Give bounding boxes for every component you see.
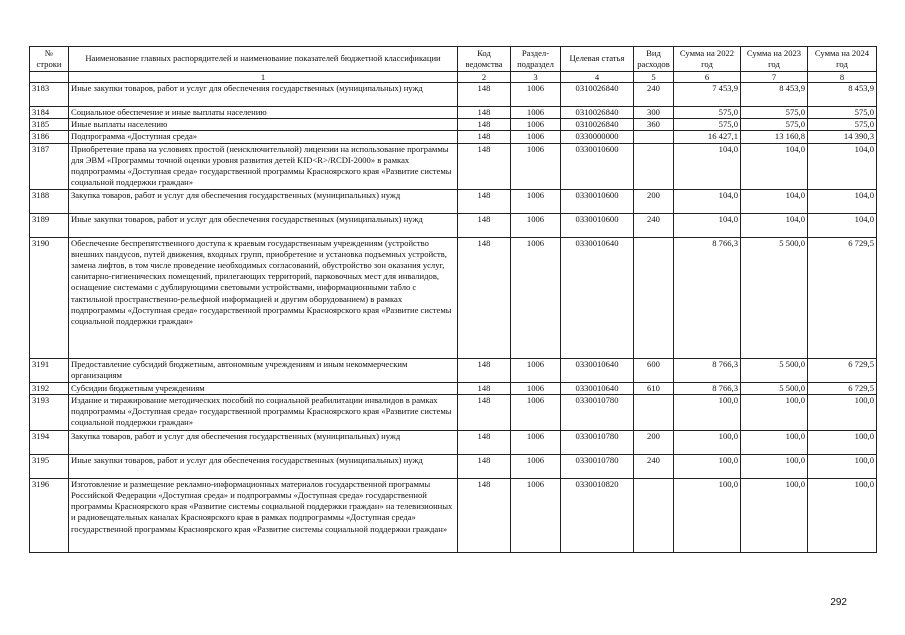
- row-name: Обеспечение беспрепятственного доступа к краевым государственным учреждениям (устройство внешних пандусов, путей движения, входных групп, приобретение и установка подъемных устройств, замена лифтов, в том числе проведение необходимых согласований, обустройство зон оказания услуг, санитарно-гигиенических помещений, прилегающих территорий, парковочных мест для инвалидов, оснащение системами с дублирующими световыми устройствами, информационными табло с тактильной пространственно-рельефной информацией и другим оборудованием) в рамках подпрограммы «Доступная среда» государственной программы Красноярского края «Развитие системы социальной поддержки граждан»: [69, 237, 458, 358]
- row-csr: 0310026840: [561, 119, 634, 131]
- row-sum-2022: 575,0: [674, 107, 741, 119]
- col-number: 1: [69, 72, 458, 83]
- row-sum-2024: 100,0: [808, 430, 877, 454]
- row-vid: [634, 143, 674, 189]
- row-sum-2023: 5 500,0: [741, 237, 808, 358]
- row-sum-2022: 100,0: [674, 394, 741, 430]
- row-sum-2022: 100,0: [674, 478, 741, 552]
- row-sum-2024: 100,0: [808, 394, 877, 430]
- col-number: 3: [511, 72, 561, 83]
- row-name: Субсидии бюджетным учреждениям: [69, 382, 458, 394]
- row-sum-2024: 6 729,5: [808, 382, 877, 394]
- row-ved: 148: [458, 237, 511, 358]
- row-sum-2023: 5 500,0: [741, 382, 808, 394]
- table-row: [30, 143, 877, 189]
- row-vid: [634, 478, 674, 552]
- col-header-2022: Сумма на 2022 год: [674, 47, 741, 72]
- row-csr: 0330010640: [561, 237, 634, 358]
- row-number: 3190: [30, 237, 69, 358]
- row-sum-2022: 16 427,1: [674, 131, 741, 143]
- row-sum-2022: 8 766,3: [674, 358, 741, 382]
- row-name: Иные закупки товаров, работ и услуг для обеспечения государственных (муниципальных) нужд: [69, 454, 458, 478]
- row-ved: 148: [458, 454, 511, 478]
- col-header-ved: Код ведомства: [458, 47, 511, 72]
- row-sum-2024: 6 729,5: [808, 237, 877, 358]
- row-csr: 0330010780: [561, 454, 634, 478]
- row-name: Издание и тиражирование методических пособий по социальной реабилитации инвалидов в рамках подпрограммы «Доступная среда» государственной программы Красноярского края «Развитие системы социальной поддержки граждан»: [69, 394, 458, 430]
- row-csr: 0330010600: [561, 143, 634, 189]
- row-razdel: 1006: [511, 107, 561, 119]
- page-number: 292: [830, 597, 847, 608]
- col-number: 7: [741, 72, 808, 83]
- table-row: [30, 394, 877, 430]
- row-ved: 148: [458, 382, 511, 394]
- row-name: Иные выплаты населению: [69, 119, 458, 131]
- row-sum-2022: 7 453,9: [674, 83, 741, 107]
- row-sum-2022: 100,0: [674, 430, 741, 454]
- row-number: 3188: [30, 189, 69, 213]
- table-row: [30, 107, 877, 119]
- col-number: 8: [808, 72, 877, 83]
- row-name: Закупка товаров, работ и услуг для обеспечения государственных (муниципальных) нужд: [69, 189, 458, 213]
- row-ved: 148: [458, 143, 511, 189]
- row-sum-2022: 8 766,3: [674, 237, 741, 358]
- table-row: [30, 119, 877, 131]
- row-number: 3194: [30, 430, 69, 454]
- row-number: 3185: [30, 119, 69, 131]
- row-sum-2022: 104,0: [674, 213, 741, 237]
- table-body: [30, 83, 877, 553]
- col-number: 6: [674, 72, 741, 83]
- row-sum-2023: 100,0: [741, 394, 808, 430]
- row-sum-2023: 100,0: [741, 430, 808, 454]
- row-sum-2024: 104,0: [808, 213, 877, 237]
- row-razdel: 1006: [511, 143, 561, 189]
- row-vid: 610: [634, 382, 674, 394]
- row-razdel: 1006: [511, 213, 561, 237]
- table-row: [30, 237, 877, 358]
- row-razdel: 1006: [511, 119, 561, 131]
- row-sum-2022: 104,0: [674, 143, 741, 189]
- table-row: [30, 454, 877, 478]
- row-razdel: 1006: [511, 83, 561, 107]
- row-razdel: 1006: [511, 237, 561, 358]
- table-row: [30, 131, 877, 143]
- row-number: 3183: [30, 83, 69, 107]
- col-header-vid: Вид расходов: [634, 47, 674, 72]
- row-number: 3184: [30, 107, 69, 119]
- row-sum-2024: 14 390,3: [808, 131, 877, 143]
- row-ved: 148: [458, 478, 511, 552]
- row-number: 3193: [30, 394, 69, 430]
- row-csr: 0330000000: [561, 131, 634, 143]
- row-sum-2023: 575,0: [741, 119, 808, 131]
- row-ved: 148: [458, 131, 511, 143]
- row-name: Предоставление субсидий бюджетным, автономным учреждениям и иным некоммерческим организациям: [69, 358, 458, 382]
- col-number: [30, 72, 69, 83]
- row-ved: 148: [458, 358, 511, 382]
- row-ved: 148: [458, 107, 511, 119]
- row-name: Приобретение права на условиях простой (неисключительной) лицензии на использование программы для ЭВМ «Программы точной оценки уровня развития детей KID<R>/RCDI-2000» в рамках подпрограммы «Доступная среда» государственной программы Красноярского края «Развитие системы социальной поддержки граждан»: [69, 143, 458, 189]
- table-row: [30, 213, 877, 237]
- col-header-csr: Целевая статья: [561, 47, 634, 72]
- row-vid: 300: [634, 107, 674, 119]
- row-sum-2023: 100,0: [741, 454, 808, 478]
- row-name: Социальное обеспечение и иные выплаты населению: [69, 107, 458, 119]
- row-number: 3195: [30, 454, 69, 478]
- row-sum-2023: 104,0: [741, 143, 808, 189]
- row-vid: [634, 237, 674, 358]
- row-vid: 360: [634, 119, 674, 131]
- row-name: Иные закупки товаров, работ и услуг для обеспечения государственных (муниципальных) нужд: [69, 213, 458, 237]
- budget-table: [29, 46, 877, 553]
- row-sum-2024: 575,0: [808, 107, 877, 119]
- row-sum-2022: 8 766,3: [674, 382, 741, 394]
- row-csr: 0330010600: [561, 213, 634, 237]
- table-row: [30, 478, 877, 552]
- row-sum-2024: 575,0: [808, 119, 877, 131]
- row-ved: 148: [458, 83, 511, 107]
- row-sum-2023: 100,0: [741, 478, 808, 552]
- row-sum-2023: 13 160,8: [741, 131, 808, 143]
- row-razdel: 1006: [511, 358, 561, 382]
- table-row: [30, 358, 877, 382]
- row-name: Иные закупки товаров, работ и услуг для обеспечения государственных (муниципальных) нужд: [69, 83, 458, 107]
- row-razdel: 1006: [511, 454, 561, 478]
- row-sum-2023: 104,0: [741, 213, 808, 237]
- row-sum-2024: 104,0: [808, 189, 877, 213]
- row-csr: 0330010640: [561, 382, 634, 394]
- row-csr: 0330010640: [561, 358, 634, 382]
- row-csr: 0310026840: [561, 107, 634, 119]
- row-sum-2024: 6 729,5: [808, 358, 877, 382]
- col-number: 2: [458, 72, 511, 83]
- row-razdel: 1006: [511, 131, 561, 143]
- row-vid: 200: [634, 189, 674, 213]
- col-header-2024: Сумма на 2024 год: [808, 47, 877, 72]
- row-number: 3189: [30, 213, 69, 237]
- row-razdel: 1006: [511, 394, 561, 430]
- row-csr: 0330010600: [561, 189, 634, 213]
- row-csr: 0330010780: [561, 394, 634, 430]
- row-csr: 0330010820: [561, 478, 634, 552]
- row-sum-2023: 5 500,0: [741, 358, 808, 382]
- table-row: [30, 382, 877, 394]
- row-name: Закупка товаров, работ и услуг для обеспечения государственных (муниципальных) нужд: [69, 430, 458, 454]
- row-ved: 148: [458, 189, 511, 213]
- row-number: 3192: [30, 382, 69, 394]
- row-ved: 148: [458, 213, 511, 237]
- row-vid: 240: [634, 454, 674, 478]
- row-vid: 600: [634, 358, 674, 382]
- row-name: Изготовление и размещение рекламно-информационных материалов государственной программы Российской Федерации «Доступная среда» и подпрограммы «Доступная среда» государственной программы Красноярского края «Развитие системы социальной поддержки граждан» на телевизионных и радиовещательных каналах Красноярского края в рамках подпрограммы «Доступная среда» государственной программы Красноярского края «Развитие системы социальной поддержки граждан»: [69, 478, 458, 552]
- row-sum-2023: 8 453,9: [741, 83, 808, 107]
- col-header-name: Наименование главных распорядителей и наименование показателей бюджетной классификации: [69, 47, 458, 72]
- table-row: [30, 189, 877, 213]
- row-number: 3187: [30, 143, 69, 189]
- row-vid: [634, 131, 674, 143]
- row-sum-2023: 575,0: [741, 107, 808, 119]
- row-razdel: 1006: [511, 478, 561, 552]
- row-sum-2024: 100,0: [808, 454, 877, 478]
- row-sum-2022: 104,0: [674, 189, 741, 213]
- col-header-2023: Сумма на 2023 год: [741, 47, 808, 72]
- table-row: [30, 430, 877, 454]
- row-vid: 240: [634, 83, 674, 107]
- row-razdel: 1006: [511, 430, 561, 454]
- column-number-row: [30, 72, 877, 83]
- col-number: 5: [634, 72, 674, 83]
- row-ved: 148: [458, 119, 511, 131]
- row-vid: [634, 394, 674, 430]
- row-sum-2024: 8 453,9: [808, 83, 877, 107]
- row-sum-2024: 104,0: [808, 143, 877, 189]
- row-razdel: 1006: [511, 189, 561, 213]
- row-vid: 240: [634, 213, 674, 237]
- row-csr: 0330010780: [561, 430, 634, 454]
- col-header-num: № строки: [30, 47, 69, 72]
- row-ved: 148: [458, 430, 511, 454]
- row-sum-2024: 100,0: [808, 478, 877, 552]
- row-ved: 148: [458, 394, 511, 430]
- table-row: [30, 83, 877, 107]
- row-number: 3191: [30, 358, 69, 382]
- row-sum-2023: 104,0: [741, 189, 808, 213]
- col-number: 4: [561, 72, 634, 83]
- row-number: 3186: [30, 131, 69, 143]
- col-header-razdel: Раздел-подраздел: [511, 47, 561, 72]
- row-csr: 0310026840: [561, 83, 634, 107]
- row-sum-2022: 100,0: [674, 454, 741, 478]
- header-row: [30, 47, 877, 72]
- row-name: Подпрограмма «Доступная среда»: [69, 131, 458, 143]
- row-razdel: 1006: [511, 382, 561, 394]
- row-sum-2022: 575,0: [674, 119, 741, 131]
- row-vid: 200: [634, 430, 674, 454]
- row-number: 3196: [30, 478, 69, 552]
